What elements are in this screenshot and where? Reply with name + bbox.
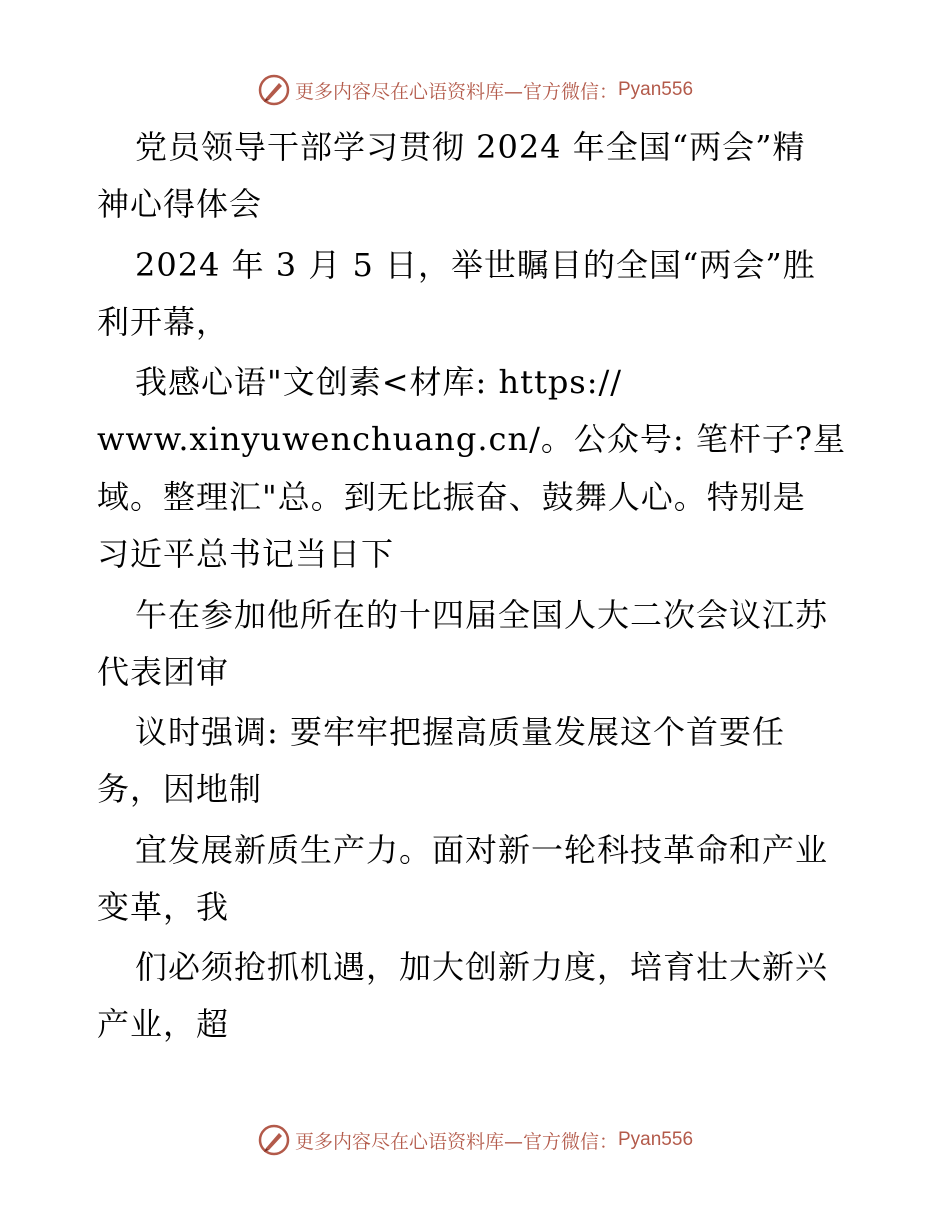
paragraph-line: 们必须抢抓机遇，加大创新力度，培育壮大新兴: [135, 948, 829, 986]
paragraph-line: 议时强调: 要牢牢把握高质量发展这个首要任: [135, 713, 785, 751]
paragraph-line: 利开幕，: [97, 303, 230, 341]
paragraph-line: 变革，我: [97, 888, 230, 926]
paragraph-line: 代表团审: [97, 653, 230, 691]
paragraph-line: www.xinyuwenchuang.cn/。公众号: 笔杆子?星: [97, 420, 846, 458]
paragraph-line: 域。整理汇"总。到无比振奋、鼓舞人心。特别是: [97, 478, 806, 516]
paragraph-line: 产业，超: [97, 1005, 230, 1043]
paragraph-line: 宜发展新质生产力。面对新一轮科技革命和产业: [135, 831, 829, 869]
paragraph-line: 务，因地制: [97, 770, 263, 808]
paragraph-line: 习近平总书记当日下: [97, 535, 395, 573]
banner-text: 更多内容尽在心语资料库—官方微信：: [294, 1130, 618, 1153]
paragraph-line: 2024 年 3 月 5 日，举世瞩目的全国“两会”胜: [135, 246, 816, 284]
paragraph-line: 我感心语"文创素<材库: https://: [135, 363, 623, 401]
title-line-2: 神心得体会: [97, 185, 263, 223]
pen-logo-icon: [257, 1123, 291, 1157]
title-line-1: 党员领导干部学习贯彻 2024 年全国“两会”精: [135, 128, 806, 166]
footer-banner: [0, 1120, 950, 1160]
banner-text: 更多内容尽在心语资料库—官方微信：: [294, 80, 618, 103]
banner-wechat-id: Pyan556: [618, 79, 694, 100]
banner-wechat-id: Pyan556: [618, 1129, 694, 1150]
header-banner: [0, 70, 950, 110]
pen-logo-icon: [257, 73, 291, 107]
paragraph-line: 午在参加他所在的十四届全国人大二次会议江苏: [135, 596, 829, 634]
